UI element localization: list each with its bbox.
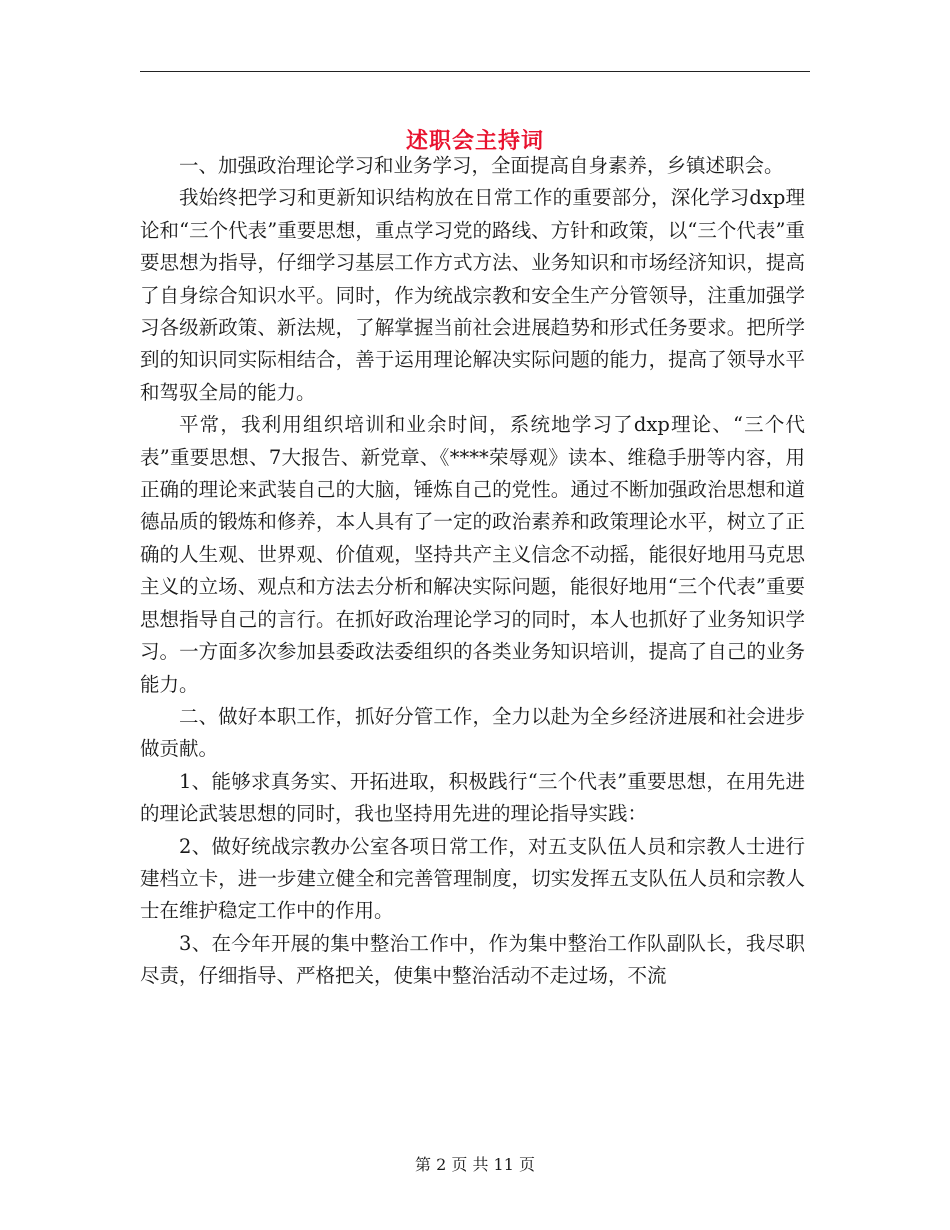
paragraph: 平常，我利用组织培训和业余时间，系统地学习了dxp理论、“三个代表”重要思想、7大报告、新党章、《****荣辱观》读本、维稳手册等内容，用正确的理论来武装自己的大脑，锤炼自己的党性。通过不断加强政治思想和道德品质的锻炼和修养，本人具有了一定的政治素养和政策理论水平，树立了正确的人生观、世界观、价值观，坚持共产主义信念不动摇，能很好地用马克思主义的立场、观点和方法去分析和解决实际问题，能很好地用“三个代表”重要思想指导自己的言行。在抓好政治理论学习的同时，本人也抓好了业务知识学习。一方面多次参加县委政法委组织的各类业务知识培训，提高了自己的业务能力。 xyxy=(140,413,805,696)
paragraph: 1、能够求真务实、开拓进取，积极践行“三个代表”重要思想，在用先进的理论武装思想的同时，我也坚持用先进的理论指导实践： xyxy=(140,769,805,826)
paragraph: 2、做好统战宗教办公室各项日常工作，对五支队伍人员和宗教人士进行建档立卡，进一步建立健全和完善管理制度，切实发挥五支队伍人员和宗教人士在维护稳定工作中的作用。 xyxy=(140,834,805,923)
paragraph: 3、在今年开展的集中整治工作中，作为集中整治工作队副队长，我尽职尽责，仔细指导、严格把关，使集中整治活动不走过场，不流 xyxy=(140,931,805,988)
header-rule xyxy=(140,71,810,72)
document-body xyxy=(140,150,805,993)
page-number: 第 2 页 共 11 页 xyxy=(415,1155,535,1174)
paragraph: 二、做好本职工作，抓好分管工作，全力以赴为全乡经济进展和社会进步做贡献。 xyxy=(140,704,805,761)
document-title: 述职会主持词 xyxy=(405,127,544,154)
paragraph: 我始终把学习和更新知识结构放在日常工作的重要部分，深化学习dxp理论和“三个代表”重要思想，重点学习党的路线、方针和政策，以“三个代表”重要思想为指导，仔细学习基层工作方式方法、业务知识和市场经济知识，提高了自身综合知识水平。同时，作为统战宗教和安全生产分管领导，注重加强学习各级新政策、新法规，了解掌握当前社会进展趋势和形式任务要求。把所学到的知识同实际相结合，善于运用理论解决实际问题的能力，提高了领导水平和驾驭全局的能力。 xyxy=(140,186,805,404)
paragraph: 一、加强政治理论学习和业务学习，全面提高自身素养，乡镇述职会。 xyxy=(179,154,784,177)
